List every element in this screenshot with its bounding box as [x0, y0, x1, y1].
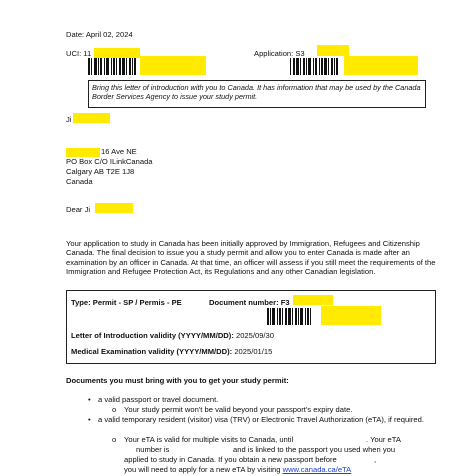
permit-type: Type: Permit - SP / Permis - PE: [71, 298, 182, 307]
list-item: [88, 455, 438, 465]
address-line2: PO Box C/O ILinkCanada: [66, 157, 153, 166]
eta-line3: applied to study in Canada. If you obtain a new passport before: [124, 455, 337, 464]
loi-validity-value: 2025/09/30: [235, 331, 274, 340]
list-item: [88, 465, 438, 475]
bullet-icon: •: [88, 395, 91, 404]
document-barcode: [267, 308, 321, 325]
redaction-uci: [94, 48, 140, 58]
letter-date: Date: April 02, 2024: [66, 30, 133, 39]
recipient-name: Ji: [66, 115, 72, 124]
eta-line2-b: and is linked to the passport you used when you: [233, 445, 396, 454]
eta-line4: [124, 465, 351, 474]
redaction-salutation: [95, 203, 133, 213]
application-barcode: [290, 58, 344, 75]
address-line1: 16 Ave NE: [101, 147, 137, 156]
redaction-uci-2: [140, 56, 206, 75]
address-line4: Canada: [66, 177, 93, 186]
approval-text: Your application to study in Canada has been initially approved by Immigration, Refugees and Citizenship Canada. The final decision to issue you a study permit and allow you to enter Canada is made after an examination by an officer in Canada. At that time, an officer will assess if you still meet the requirements of the Immigration and Refugee Protection Act, its Regulations and any other Canadian legislation.: [66, 239, 436, 277]
doc-item-1-sub: Your study permit won't be valid beyond your passport's expiry date.: [124, 405, 353, 414]
permit-details-box: [66, 290, 436, 364]
doc-item-1: a valid passport or travel document.: [98, 395, 219, 404]
documents-heading: Documents you must bring with you to get your study permit:: [66, 376, 289, 385]
document-number-label: Document number: F3: [209, 298, 290, 307]
approval-paragraph: [66, 239, 436, 277]
intro-notice-box: [88, 80, 426, 108]
eta-line4-text: you will need to apply for a new eTA by visiting: [124, 465, 281, 474]
list-item: [88, 445, 438, 455]
loi-validity-row: [71, 331, 274, 340]
redaction-doc-number-2: [321, 306, 381, 325]
list-item: [88, 415, 438, 435]
intro-notice-text: Bring this letter of introduction with you to Canada. It has information that may be used by the Canada Border Services Agency to issue your study permit.: [92, 83, 421, 102]
list-item: [88, 395, 438, 405]
redaction-doc-number: [293, 295, 333, 305]
redaction-name: [73, 113, 110, 123]
list-item: [88, 405, 438, 415]
circle-bullet-icon: o: [112, 405, 117, 414]
medical-validity-row: [71, 347, 272, 356]
eta-line1-a: Your eTA is valid for multiple visits to Canada, until: [124, 435, 294, 444]
redaction-application-2: [344, 56, 418, 75]
eta-line3-b: ,: [374, 455, 377, 464]
address-line3: Calgary AB T2E 1J8: [66, 167, 135, 176]
circle-bullet-icon: o: [112, 435, 117, 444]
uci-label: UCI: 11: [66, 49, 92, 58]
bullet-icon: •: [88, 415, 91, 424]
application-label: Application: S3: [254, 49, 305, 58]
redaction-street: [66, 148, 100, 157]
uci-barcode: [88, 58, 140, 75]
medical-validity-value: 2025/01/15: [234, 347, 273, 356]
eta-line2-a: number is: [136, 445, 170, 454]
loi-validity-label: Letter of Introduction validity (YYYY/MM/DD):: [71, 331, 234, 340]
medical-validity-label: Medical Examination validity (YYYY/MM/DD):: [71, 347, 233, 356]
salutation: Dear Ji: [66, 205, 91, 214]
documents-list: [88, 395, 438, 475]
redaction-application: [317, 45, 349, 56]
eta-link[interactable]: www.canada.ca/eTA: [282, 465, 352, 474]
eta-line1-b: . Your eTA: [366, 435, 401, 444]
doc-item-2: a valid temporary resident (visitor) visa (TRV) or Electronic Travel Authorization (eTA), if required.: [98, 415, 424, 424]
list-item: [88, 435, 438, 445]
